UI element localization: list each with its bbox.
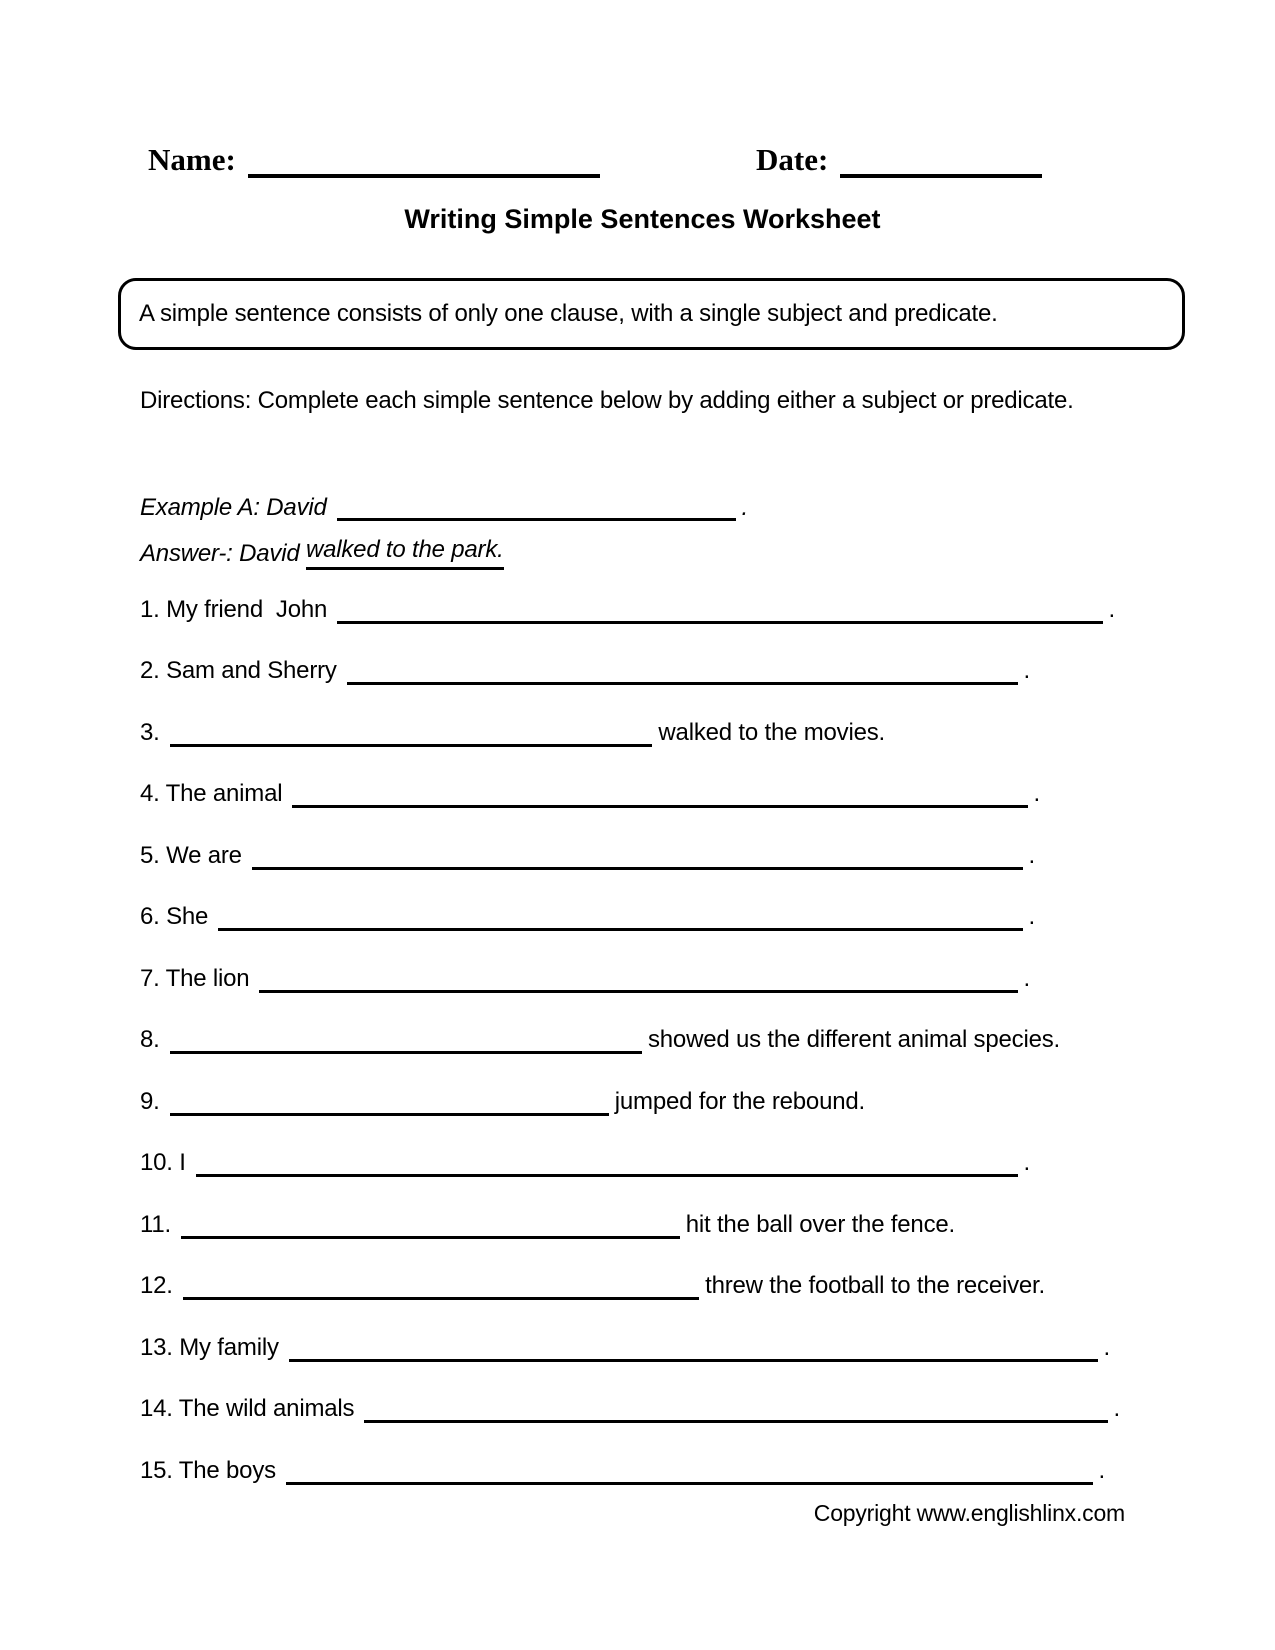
question-row-8 xyxy=(140,1023,1060,1057)
question-6-suffix: . xyxy=(1028,903,1035,930)
question-5-answer-blank[interactable] xyxy=(252,867,1023,870)
question-row-6 xyxy=(140,900,1035,934)
question-12-prefix: 12. xyxy=(140,1272,173,1299)
question-row-10 xyxy=(140,1146,1030,1180)
question-4-answer-blank[interactable] xyxy=(292,805,1027,808)
question-3-answer-blank[interactable] xyxy=(170,744,653,747)
question-row-15 xyxy=(140,1454,1105,1488)
example-answer-underlined: walked to the park. xyxy=(306,534,504,570)
question-2-suffix: . xyxy=(1023,657,1030,684)
example-prompt-suffix: . xyxy=(741,494,748,521)
question-3-suffix: walked to the movies. xyxy=(658,719,885,746)
question-row-1 xyxy=(140,593,1115,627)
question-13-answer-blank[interactable] xyxy=(289,1359,1098,1362)
question-6-answer-blank[interactable] xyxy=(218,928,1022,931)
example-prompt-prefix: Example A: David xyxy=(140,494,327,521)
question-1-answer-blank[interactable] xyxy=(337,621,1102,624)
question-11-prefix: 11. xyxy=(140,1211,171,1238)
question-2-prefix: 2. Sam and Sherry xyxy=(140,657,337,684)
question-row-5 xyxy=(140,839,1035,873)
question-7-answer-blank[interactable] xyxy=(259,990,1017,993)
question-10-suffix: . xyxy=(1023,1149,1030,1176)
example-answer-row xyxy=(140,538,504,570)
question-row-13 xyxy=(140,1331,1110,1365)
question-13-prefix: 13. My family xyxy=(140,1334,279,1361)
question-8-suffix: showed us the different animal species. xyxy=(647,1026,1060,1053)
question-6-prefix: 6. She xyxy=(140,903,209,930)
question-2-answer-blank[interactable] xyxy=(347,682,1018,685)
question-7-prefix: 7. The lion xyxy=(140,965,250,992)
question-14-answer-blank[interactable] xyxy=(364,1420,1107,1423)
question-15-prefix: 15. The boys xyxy=(140,1457,276,1484)
question-row-2 xyxy=(140,654,1030,688)
question-14-prefix: 14. The wild animals xyxy=(140,1395,355,1422)
question-15-answer-blank[interactable] xyxy=(286,1482,1093,1485)
question-row-11 xyxy=(140,1208,955,1242)
question-row-4 xyxy=(140,777,1040,811)
question-5-suffix: . xyxy=(1028,842,1035,869)
question-4-suffix: . xyxy=(1033,780,1040,807)
name-field-row xyxy=(148,142,600,178)
question-row-7 xyxy=(140,962,1030,996)
question-9-answer-blank[interactable] xyxy=(170,1113,609,1116)
question-4-prefix: 4. The animal xyxy=(140,780,283,807)
date-field-row xyxy=(756,142,1042,178)
question-1-prefix: 1. My friend John xyxy=(140,596,328,623)
question-3-prefix: 3. xyxy=(140,719,160,746)
question-12-suffix: threw the football to the receiver. xyxy=(705,1272,1045,1299)
question-9-prefix: 9. xyxy=(140,1088,160,1115)
question-11-suffix: hit the ball over the fence. xyxy=(685,1211,955,1238)
question-row-12 xyxy=(140,1269,1045,1303)
example-blank xyxy=(337,518,736,521)
copyright-text: Copyright www.englishlinx.com xyxy=(813,1500,1125,1526)
example-prompt-row xyxy=(140,492,748,524)
definition-box xyxy=(118,278,1185,350)
date-label: Date: xyxy=(756,142,829,177)
question-9-suffix: jumped for the rebound. xyxy=(614,1088,865,1115)
question-row-3 xyxy=(140,716,885,750)
question-10-prefix: 10. I xyxy=(140,1149,186,1176)
directions-text: Directions: Complete each simple sentence below by adding either a subject or predicate. xyxy=(140,387,1074,414)
question-10-answer-blank[interactable] xyxy=(196,1174,1018,1177)
question-8-prefix: 8. xyxy=(140,1026,160,1053)
question-5-prefix: 5. We are xyxy=(140,842,242,869)
question-15-suffix: . xyxy=(1098,1457,1105,1484)
name-blank[interactable] xyxy=(248,144,600,178)
question-13-suffix: . xyxy=(1103,1334,1110,1361)
question-row-9 xyxy=(140,1085,865,1119)
definition-text: A simple sentence consists of only one clause, with a single subject and predicate. xyxy=(139,300,998,327)
page-title: Writing Simple Sentences Worksheet xyxy=(404,204,881,234)
date-blank[interactable] xyxy=(840,144,1042,178)
example-answer-prefix: Answer-: David xyxy=(140,540,306,567)
question-8-answer-blank[interactable] xyxy=(170,1051,642,1054)
question-11-answer-blank[interactable] xyxy=(181,1236,680,1239)
question-1-suffix: . xyxy=(1108,596,1115,623)
question-7-suffix: . xyxy=(1023,965,1030,992)
name-label: Name: xyxy=(148,142,236,177)
question-row-14 xyxy=(140,1392,1120,1426)
question-12-answer-blank[interactable] xyxy=(183,1297,699,1300)
question-14-suffix: . xyxy=(1113,1395,1120,1422)
